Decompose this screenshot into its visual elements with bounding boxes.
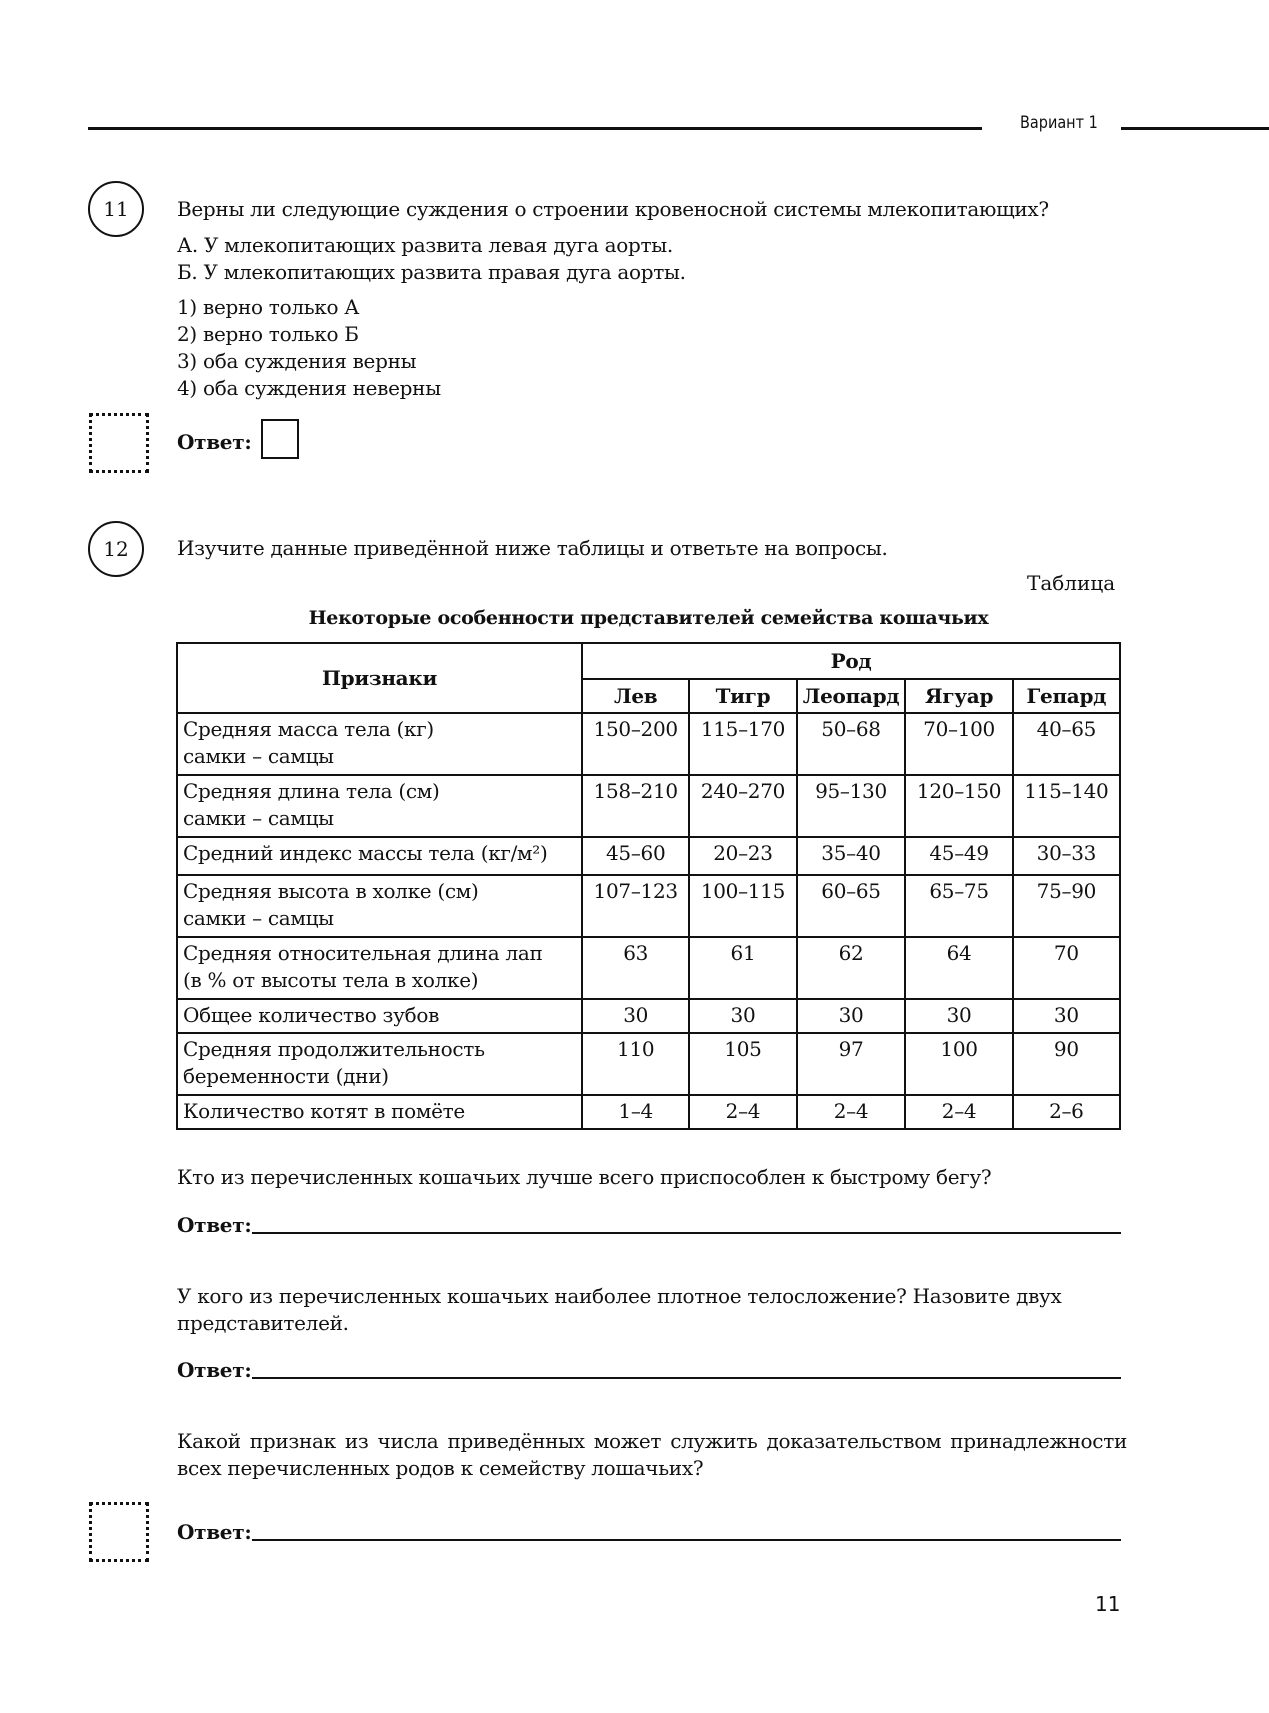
row-feature: Количество котят в помёте [177, 1095, 582, 1129]
cell-value: 97 [797, 1033, 906, 1095]
q12-sub1-answer-line[interactable] [252, 1232, 1121, 1234]
cell-value: 100 [905, 1033, 1012, 1095]
q12-subquestion-3: Какой признак из числа приведённых может служить доказательством принадлежности всех перечисленных родов к семейству лошачьих? [177, 1429, 1127, 1480]
q11-score-box[interactable] [89, 413, 149, 473]
header-genus: Род [582, 643, 1120, 679]
row-feature: Средняя высота в холке (см) самки – самцы [177, 875, 582, 937]
variant-label: Вариант 1 [1020, 113, 1098, 133]
cell-value: 2–4 [905, 1095, 1012, 1129]
cell-value: 2–6 [1013, 1095, 1120, 1129]
row-feature: Средняя длина тела (см) самки – самцы [177, 775, 582, 837]
cell-value: 61 [689, 937, 796, 999]
row-feature: Общее количество зубов [177, 999, 582, 1033]
table-row [177, 713, 1120, 775]
cell-value: 1–4 [582, 1095, 689, 1129]
cell-value: 45–60 [582, 837, 689, 875]
cell-value: 107–123 [582, 875, 689, 937]
q12-sub1-answer-label: Ответ: [177, 1213, 252, 1237]
cell-value: 30 [689, 999, 796, 1033]
cell-value: 110 [582, 1033, 689, 1095]
cell-value: 62 [797, 937, 906, 999]
q12-score-box[interactable] [89, 1502, 149, 1562]
row-feature: Средняя продолжительность беременности (дни) [177, 1033, 582, 1095]
q11-statement-b: Б. У млекопитающих развита правая дуга аорты. [177, 260, 686, 284]
cell-value: 95–130 [797, 775, 906, 837]
column-header-leopard: Леопард [797, 679, 906, 713]
q12-sub2-answer-label: Ответ: [177, 1358, 252, 1382]
cell-value: 115–140 [1013, 775, 1120, 837]
table-title: Некоторые особенности представителей семейства кошачьих [308, 607, 989, 629]
cell-value: 150–200 [582, 713, 689, 775]
q11-option-1: 1) верно только А [177, 295, 360, 319]
header-features: Признаки [177, 643, 582, 713]
table-row [177, 937, 1120, 999]
cell-value: 65–75 [905, 875, 1012, 937]
q12-sub2-answer-line[interactable] [252, 1377, 1121, 1379]
q12-sub3-answer-label: Ответ: [177, 1520, 252, 1544]
cell-value: 240–270 [689, 775, 796, 837]
q12-intro: Изучите данные приведённой ниже таблицы и ответьте на вопросы. [177, 536, 888, 560]
cell-value: 30 [905, 999, 1012, 1033]
cell-value: 2–4 [797, 1095, 906, 1129]
cell-value: 115–170 [689, 713, 796, 775]
cell-value: 40–65 [1013, 713, 1120, 775]
cell-value: 90 [1013, 1033, 1120, 1095]
q11-question: Верны ли следующие суждения о строении кровеносной системы млекопитающих? [177, 197, 1049, 221]
cell-value: 45–49 [905, 837, 1012, 875]
cell-value: 70–100 [905, 713, 1012, 775]
q11-answer-label: Ответ: [177, 430, 252, 454]
column-header-lion: Лев [582, 679, 689, 713]
q12-subquestion-1: Кто из перечисленных кошачьих лучше всего приспособлен к быстрому бегу? [177, 1165, 992, 1189]
row-feature: Средняя относительная длина лап (в % от высоты тела в холке) [177, 937, 582, 999]
table-row [177, 1033, 1120, 1095]
cell-value: 70 [1013, 937, 1120, 999]
question-number-12: 12 [88, 521, 144, 577]
cell-value: 30 [582, 999, 689, 1033]
row-feature: Средний индекс массы тела (кг/м²) [177, 837, 582, 875]
column-header-jaguar: Ягуар [905, 679, 1012, 713]
table-row [177, 1095, 1120, 1129]
row-feature: Средняя масса тела (кг) самки – самцы [177, 713, 582, 775]
cell-value: 120–150 [905, 775, 1012, 837]
cell-value: 30 [1013, 999, 1120, 1033]
cell-value: 64 [905, 937, 1012, 999]
q11-answer-input[interactable] [261, 419, 299, 459]
cell-value: 63 [582, 937, 689, 999]
cell-value: 20–23 [689, 837, 796, 875]
felines-table [176, 642, 1121, 1130]
column-header-cheetah: Гепард [1013, 679, 1120, 713]
q12-sub3-answer-line[interactable] [252, 1539, 1121, 1541]
cell-value: 60–65 [797, 875, 906, 937]
cell-value: 75–90 [1013, 875, 1120, 937]
cell-value: 158–210 [582, 775, 689, 837]
table-caption: Таблица [1027, 571, 1116, 595]
cell-value: 35–40 [797, 837, 906, 875]
table-row [177, 775, 1120, 837]
table-row [177, 875, 1120, 937]
cell-value: 100–115 [689, 875, 796, 937]
q11-option-4: 4) оба суждения неверны [177, 376, 441, 400]
cell-value: 50–68 [797, 713, 906, 775]
table-row [177, 999, 1120, 1033]
cell-value: 30–33 [1013, 837, 1120, 875]
header-rule-left [88, 127, 982, 130]
q11-statement-a: А. У млекопитающих развита левая дуга аорты. [177, 233, 673, 257]
header-rule-right [1121, 127, 1269, 130]
cell-value: 105 [689, 1033, 796, 1095]
cell-value: 30 [797, 999, 906, 1033]
q12-subquestion-2: У кого из перечисленных кошачьих наиболее плотное телосложение? Назовите двух представителей. [177, 1284, 1062, 1335]
question-number-11: 11 [88, 181, 144, 237]
q11-option-2: 2) верно только Б [177, 322, 359, 346]
q11-option-3: 3) оба суждения верны [177, 349, 417, 373]
cell-value: 2–4 [689, 1095, 796, 1129]
table-row [177, 837, 1120, 875]
column-header-tiger: Тигр [689, 679, 796, 713]
page-number: 11 [1095, 1592, 1121, 1616]
